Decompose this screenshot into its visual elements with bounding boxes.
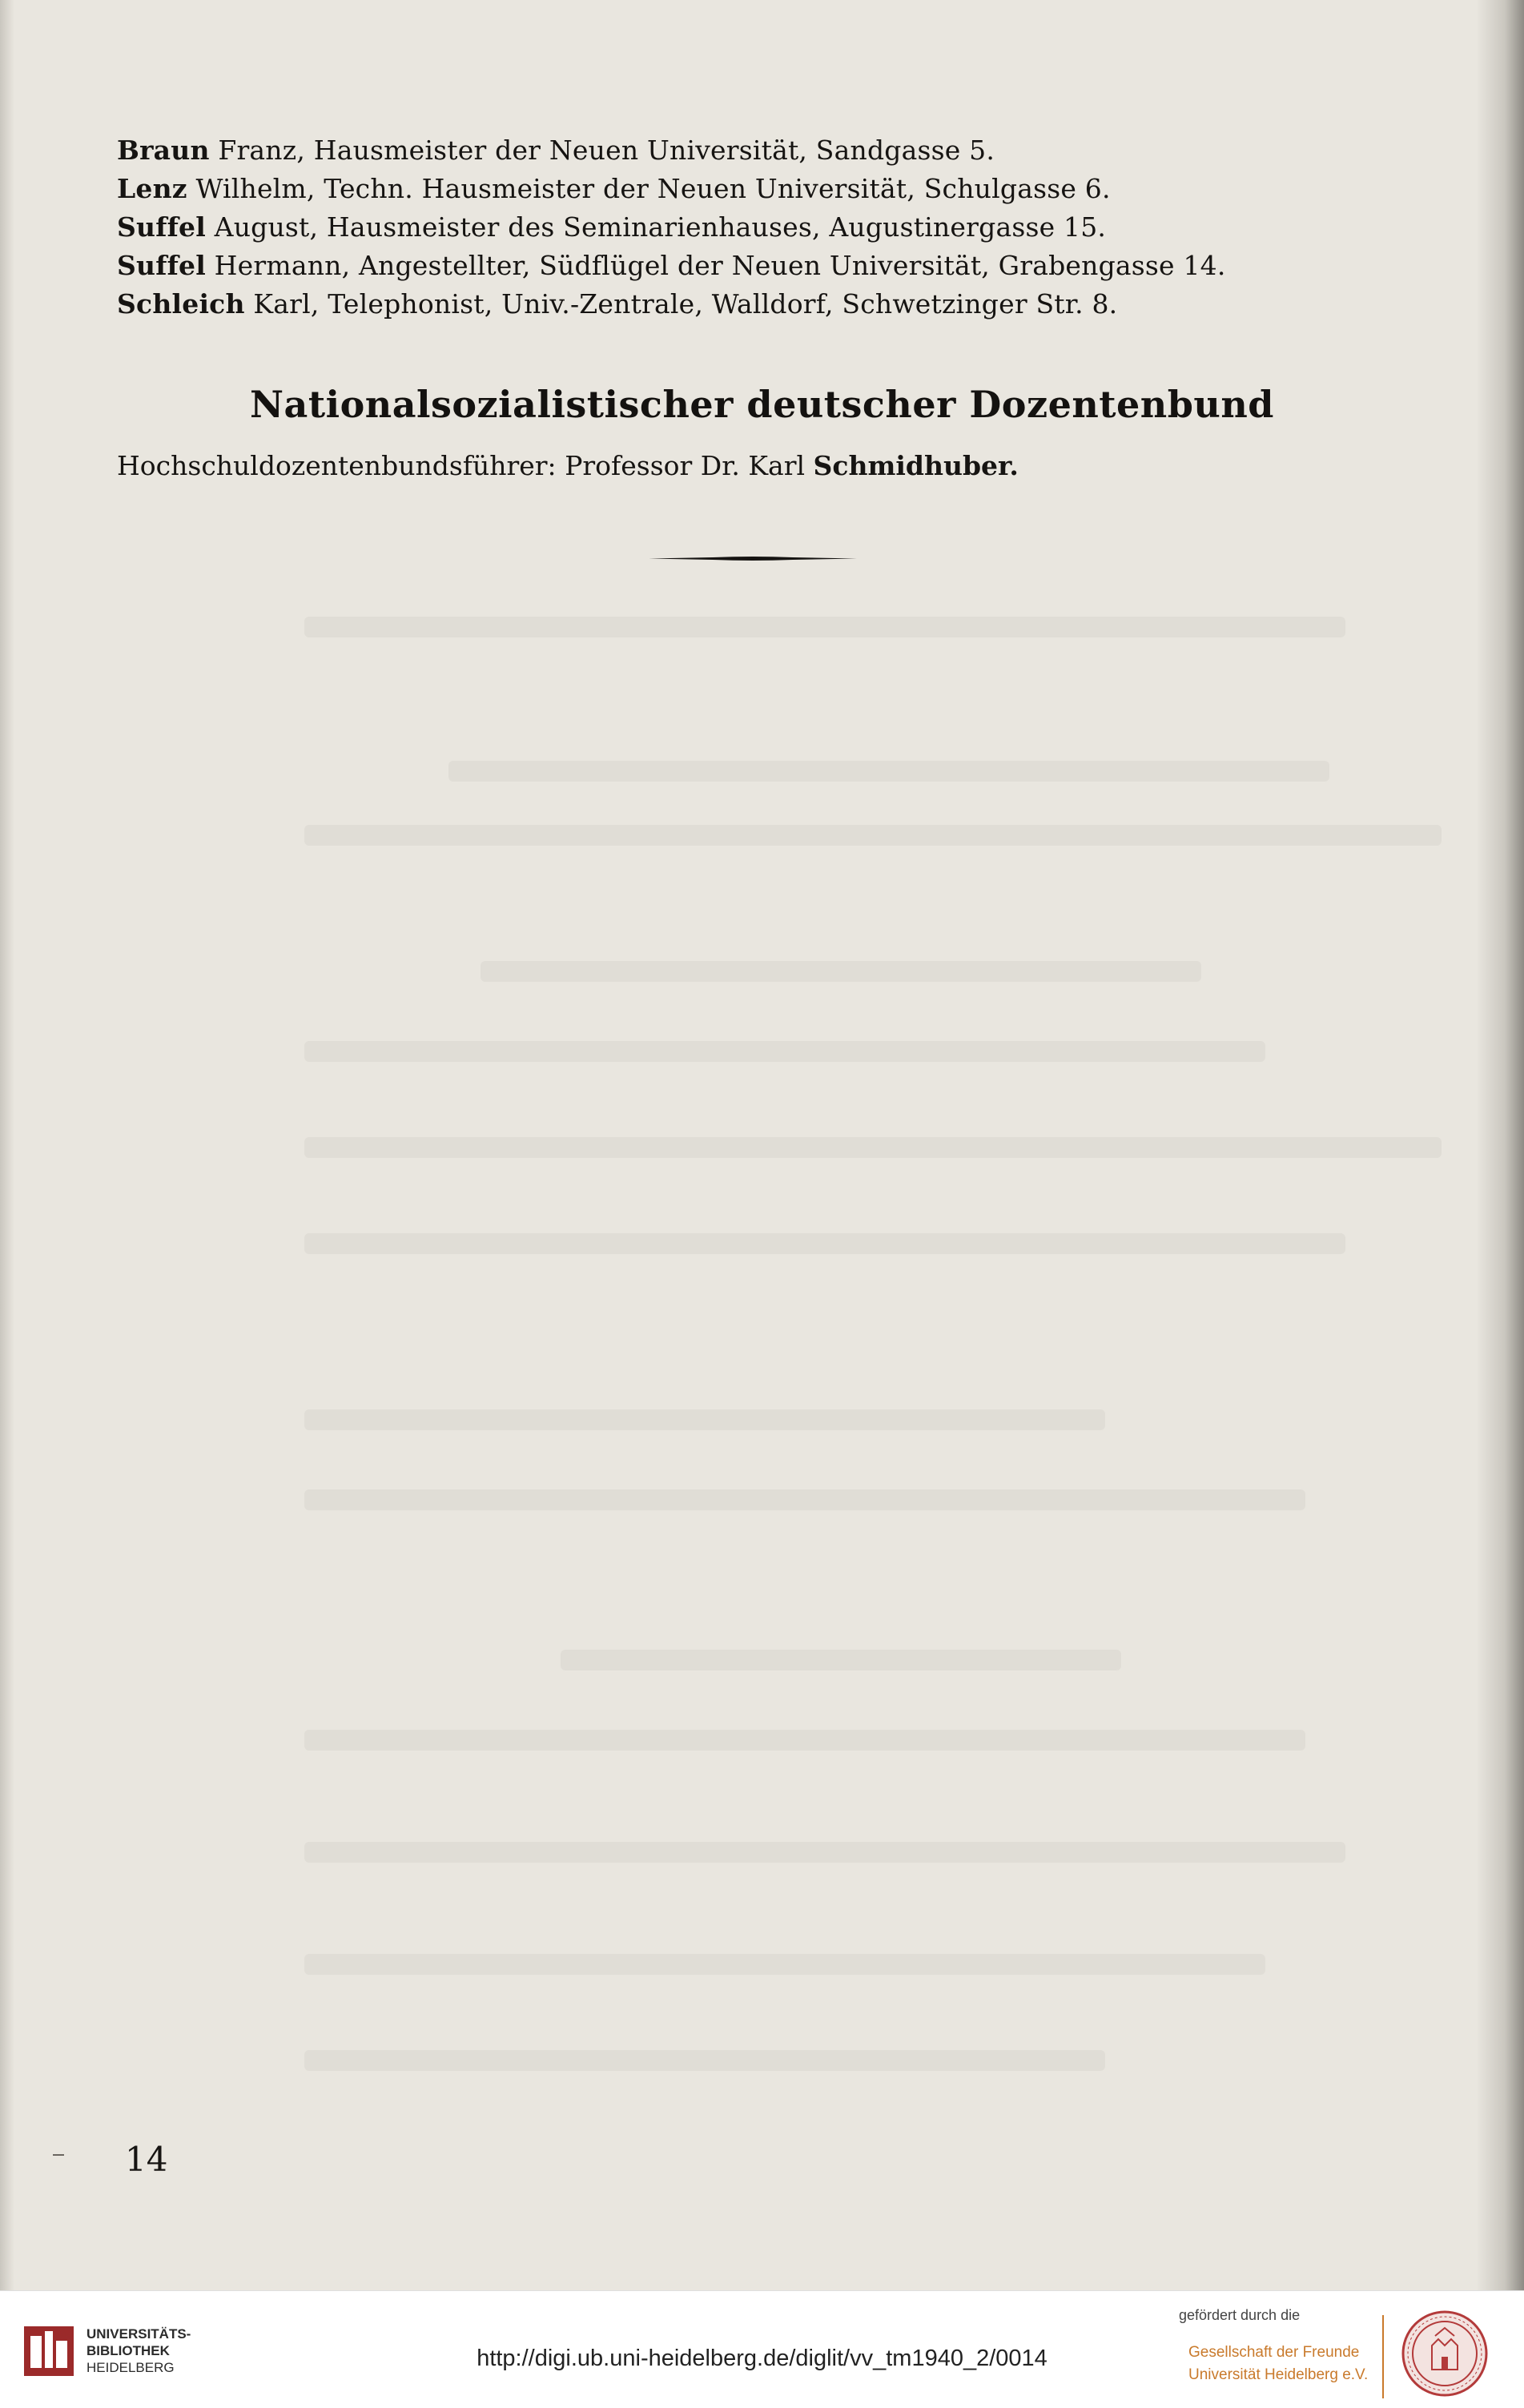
bleed-through: [304, 2050, 1105, 2071]
leader-line: [117, 450, 1019, 481]
staff-entry: [117, 211, 1106, 243]
leader-label: Hochschuldozentenbundsführer:: [117, 450, 557, 481]
sponsor-name-line1: Gesellschaft der Freunde: [1188, 2344, 1360, 2361]
staff-surname: Suffel: [117, 211, 206, 243]
bleed-through: [304, 1842, 1345, 1863]
staff-entry: [117, 250, 1226, 281]
bleed-through: [304, 617, 1345, 637]
leader-title: Professor Dr. Karl: [565, 450, 806, 481]
sponsor-caption: gefördert durch die: [1179, 2307, 1301, 2323]
bleed-through: [304, 1409, 1105, 1430]
bleed-through: [304, 1137, 1442, 1158]
source-url-link[interactable]: http://digi.ub.uni-heidelberg.de/diglit/vv_tm1940_2/0014: [477, 2346, 1047, 2371]
staff-details: Franz, Hausmeister der Neuen Universität, Sandgasse 5.: [218, 135, 995, 166]
bleed-through: [304, 1489, 1305, 1510]
left-edge-shadow: [0, 0, 14, 2290]
sponsor-name-line2: Universität Heidelberg e.V.: [1188, 2366, 1369, 2383]
staff-details: Karl, Telephonist, Univ.-Zentrale, Walldorf, Schwetzinger Str. 8.: [253, 288, 1118, 320]
staff-details: Wilhelm, Techn. Hausmeister der Neuen Universität, Schulgasse 6.: [195, 173, 1111, 204]
staff-surname: Lenz: [117, 173, 187, 204]
bleed-through: [448, 761, 1329, 782]
staff-entry: [117, 135, 995, 166]
staff-details: August, Hausmeister des Seminarienhauses, Augustinergasse 15.: [214, 211, 1107, 243]
binding-shadow: [1476, 0, 1524, 2290]
margin-mark: [53, 2154, 64, 2156]
ornamental-rule: [649, 556, 857, 561]
staff-surname: Suffel: [117, 250, 206, 281]
library-name-line3: HEIDELBERG: [86, 2360, 175, 2375]
leader-surname: Schmidhuber.: [813, 450, 1019, 481]
library-name-line1: UNIVERSITÄTS-: [86, 2326, 191, 2342]
page-number: 14: [125, 2140, 168, 2179]
footer-bar: [0, 2290, 1524, 2408]
staff-surname: Schleich: [117, 288, 245, 320]
bleed-through: [304, 1730, 1305, 1751]
staff-details: Hermann, Angestellter, Südflügel der Neuen Universität, Grabengasse 14.: [214, 250, 1226, 281]
sponsor-divider: [1382, 2315, 1384, 2398]
staff-entry: [117, 173, 1111, 204]
staff-entry: [117, 288, 1117, 320]
bleed-through: [481, 961, 1201, 982]
section-heading: Nationalsozialistischer deutscher Dozentenbund: [250, 383, 1274, 426]
bleed-through: [304, 1041, 1265, 1062]
bleed-through: [304, 1954, 1265, 1975]
bleed-through: [561, 1650, 1121, 1670]
library-name-line2: BIBLIOTHEK: [86, 2343, 170, 2358]
bleed-through: [304, 1233, 1345, 1254]
staff-surname: Braun: [117, 135, 210, 166]
university-seal-icon: [1401, 2310, 1488, 2397]
bleed-through: [304, 825, 1442, 846]
